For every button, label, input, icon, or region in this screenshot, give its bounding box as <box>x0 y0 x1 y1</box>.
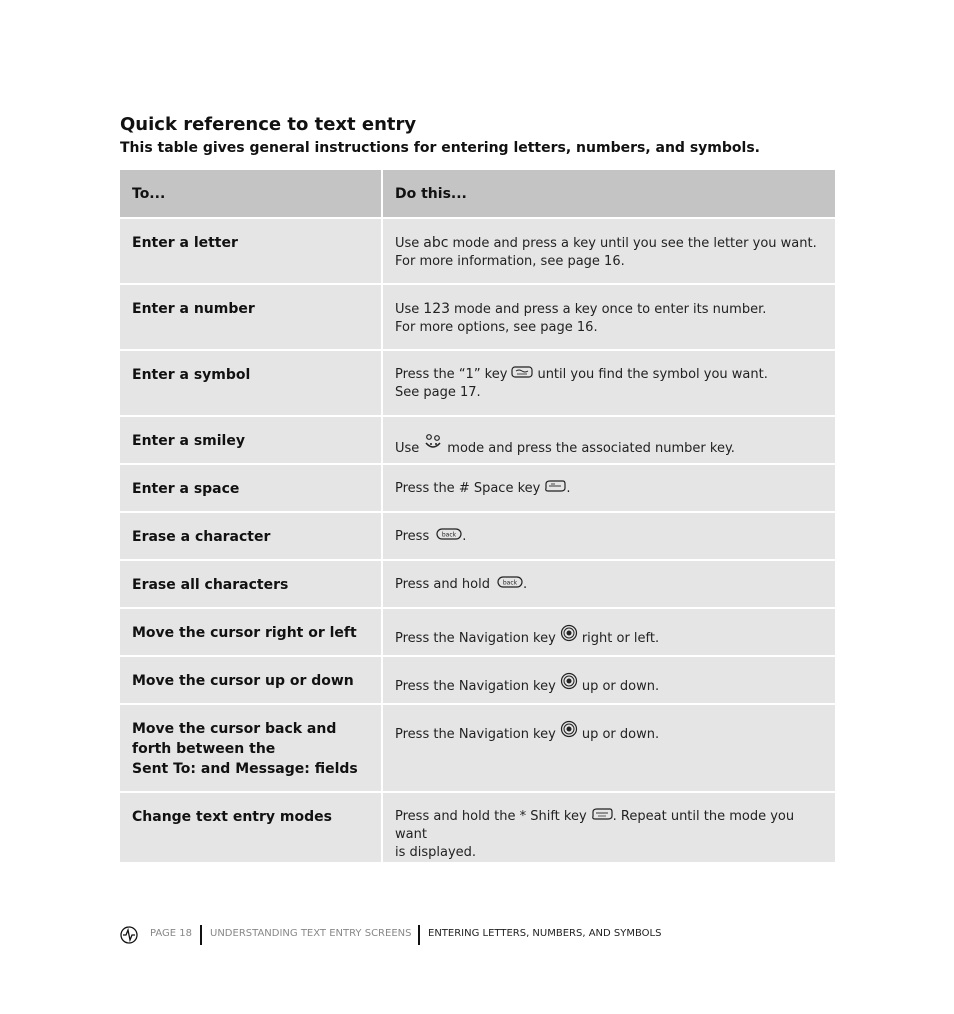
instruction-cell: Press the “1” key until you find the symbol you want. See page 17. <box>382 350 835 416</box>
task-cell: Enter a smiley <box>120 416 382 464</box>
svg-text:back: back <box>442 531 457 539</box>
table-row <box>120 284 835 350</box>
page-title: Quick reference to text entry <box>120 114 417 135</box>
instruction-cell: Press the Navigation key right or left. <box>382 608 835 656</box>
navigation-key-icon <box>560 672 578 696</box>
abc-mode-icon: abc <box>423 235 449 251</box>
instruction-cell: Use mode and press the associated number key. <box>382 416 835 464</box>
table-row <box>120 218 835 284</box>
footer-section: UNDERSTANDING TEXT ENTRY SCREENS <box>210 928 412 939</box>
shift-key-icon <box>591 808 613 826</box>
svg-text:back: back <box>502 579 518 587</box>
instruction-cell: Use abc mode and press a key until you see the letter you want. For more information, see page 16. <box>382 218 835 284</box>
table-row <box>120 560 835 608</box>
smiley-mode-icon <box>423 432 443 458</box>
table-row <box>120 350 835 416</box>
task-cell: Erase a character <box>120 512 382 560</box>
table-row <box>120 416 835 464</box>
instruction-cell: Use 123 mode and press a key once to enter its number. For more options, see page 16. <box>382 284 835 350</box>
table-row <box>120 704 835 792</box>
reference-table <box>120 170 835 862</box>
table-row <box>120 608 835 656</box>
instruction-cell: Press back . <box>382 512 835 560</box>
task-cell: Enter a number <box>120 284 382 350</box>
instruction-cell: Press and hold back . <box>382 560 835 608</box>
footer-page-number: PAGE 18 <box>150 928 193 939</box>
footer-divider <box>200 925 202 945</box>
table-row <box>120 512 835 560</box>
table-header-row <box>120 170 835 218</box>
key-1-icon <box>511 366 533 384</box>
table-row <box>120 792 835 862</box>
footer-divider <box>418 925 420 945</box>
space-key-icon <box>544 480 566 498</box>
back-key-icon <box>497 576 523 594</box>
column-header-to: To... <box>120 170 382 218</box>
123-mode-icon: 123 <box>423 301 451 317</box>
task-cell: Move the cursor up or down <box>120 656 382 704</box>
task-cell: Move the cursor back and forth between the Sent To: and Message: fields <box>120 704 382 792</box>
page-subtitle: This table gives general instructions for entering letters, numbers, and symbols. <box>120 140 760 156</box>
task-cell: Enter a symbol <box>120 350 382 416</box>
table-row <box>120 464 835 512</box>
task-cell: Enter a space <box>120 464 382 512</box>
navigation-key-icon <box>560 624 578 648</box>
column-header-do-this: Do this... <box>382 170 835 218</box>
navigation-key-icon <box>560 720 578 744</box>
instruction-cell: Press and hold the * Shift key . Repeat until the mode you want is displayed. <box>382 792 835 862</box>
task-cell: Erase all characters <box>120 560 382 608</box>
instruction-cell: Press the Navigation key up or down. <box>382 704 835 792</box>
instruction-cell: Press the Navigation key up or down. <box>382 656 835 704</box>
table-row <box>120 656 835 704</box>
task-cell: Enter a letter <box>120 218 382 284</box>
back-key-icon <box>436 528 462 546</box>
task-cell: Move the cursor right or left <box>120 608 382 656</box>
task-cell: Change text entry modes <box>120 792 382 862</box>
footer-chapter: ENTERING LETTERS, NUMBERS, AND SYMBOLS <box>428 928 662 939</box>
instruction-cell: Press the # Space key . <box>382 464 835 512</box>
logo-icon <box>120 926 138 947</box>
